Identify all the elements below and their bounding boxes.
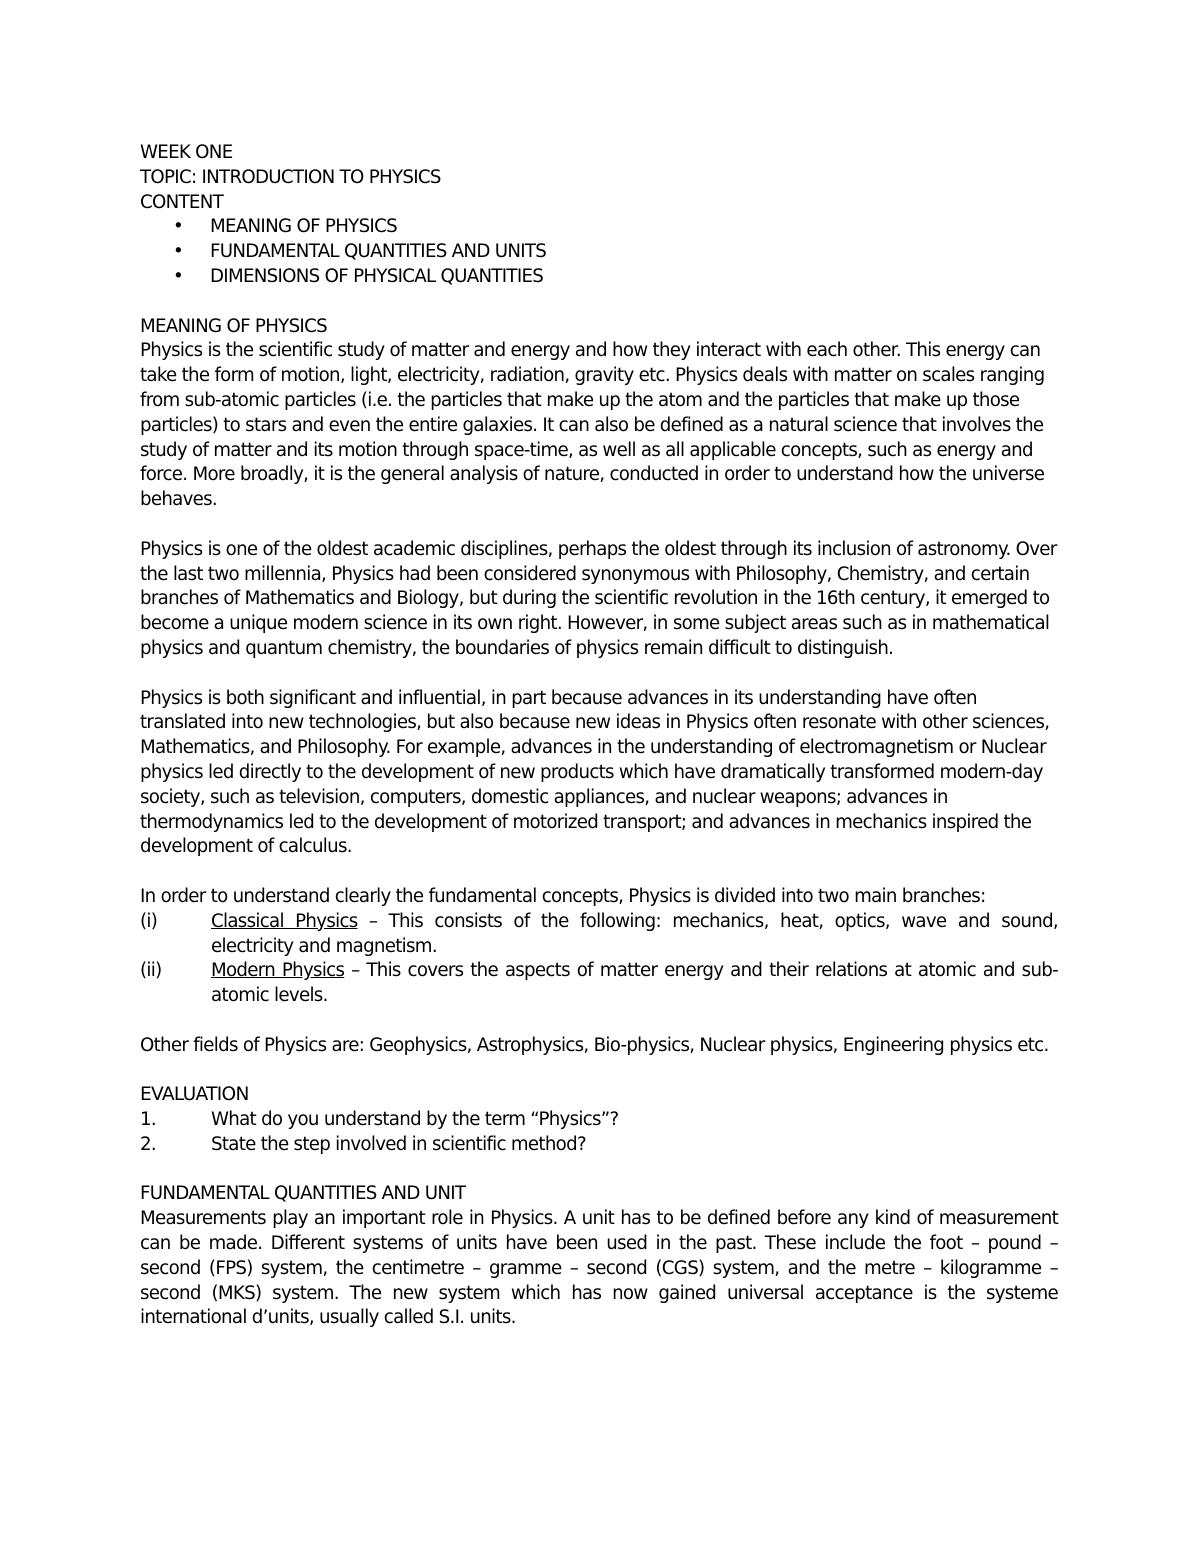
branch-number: (i) xyxy=(140,910,158,932)
meaning-heading: MEANING OF PHYSICS xyxy=(140,315,327,337)
meaning-paragraph-1: Physics is the scientific study of matter and energy and how they interact with each other. This energy can take the form of motion, light, electricity, radiation, gravity etc. Physics deals with matter on scales ranging from sub-atomic particles (i.e. the particles that make up the atom and the particles that make up those particles) to stars and even the entire galaxies. It can also be defined as a natural science that involves the study of matter and its motion through space-time, as well as all applicable concepts, such as energy and force. More broadly, it is the general analysis of nature, conducted in order to understand how the universe behaves. xyxy=(140,340,1045,511)
bullet-icon: • xyxy=(173,265,184,287)
fundamental-paragraph-1: Measurements play an important role in Physics. A unit has to be defined before any kind of measurement can be made. Different systems of units have been used in the past. These include the foot – pound – second (FPS) system, the centimetre – gramme – second (CGS) system, and the metre – kilogramme – second (MKS) system. The new system which has now gained universal acceptance is the systeme international d’units, usually called S.I. units. xyxy=(140,1208,1058,1329)
meaning-paragraph-2: Physics is one of the oldest academic disciplines, perhaps the oldest through its inclusion of astronomy. Over the last two millennia, Physics had been considered synonymous with Philosophy, Chemistry, and certain branches of Mathematics and Biology, but during the scientific revolution in the 16th century, it emerged to become a unique modern science in its own right. However, in some subject areas such as in mathematical physics and quantum chemistry, the boundaries of physics remain difficult to distinguish. xyxy=(140,538,1057,659)
branch-body xyxy=(211,910,1058,960)
list-item-text: MEANING OF PHYSICS xyxy=(210,216,397,238)
branch-body xyxy=(211,959,1058,1009)
week-label: WEEK ONE xyxy=(140,142,233,163)
branch-item-modern xyxy=(140,959,1058,1009)
evaluation-heading: EVALUATION xyxy=(140,1084,249,1106)
list-item-text: FUNDAMENTAL QUANTITIES AND UNITS xyxy=(210,241,547,263)
branch-item-classical xyxy=(140,910,1058,960)
content-list xyxy=(140,215,1058,289)
bullet-icon: • xyxy=(173,216,184,238)
list-item xyxy=(140,240,1058,265)
content-label: CONTENT xyxy=(140,191,224,213)
evaluation-text: State the step involved in scientific method? xyxy=(211,1133,586,1155)
other-fields: Other fields of Physics are: Geophysics, Astrophysics, Bio-physics, Nuclear physics, Engineering physics etc. xyxy=(140,1034,1049,1056)
branch-term: Modern Physics xyxy=(211,960,345,982)
branch-term: Classical Physics xyxy=(211,910,358,932)
list-item xyxy=(140,265,1058,290)
branches-intro: In order to understand clearly the fundamental concepts, Physics is divided into two main branches: xyxy=(140,885,986,907)
branch-desc: – This consists of the following: mechanics, heat, optics, wave and sound, electricity and magnetism. xyxy=(211,910,1058,957)
list-item xyxy=(140,215,1058,240)
evaluation-text: What do you understand by the term “Physics”? xyxy=(211,1109,619,1131)
evaluation-item xyxy=(140,1133,1058,1158)
evaluation-number: 1. xyxy=(140,1109,156,1131)
branch-desc: – This covers the aspects of matter energy and their relations at atomic and sub-atomic levels. xyxy=(211,960,1058,1007)
document-page xyxy=(140,141,1058,1331)
topic-title: TOPIC: INTRODUCTION TO PHYSICS xyxy=(140,166,441,188)
evaluation-number: 2. xyxy=(140,1133,156,1155)
evaluation-item xyxy=(140,1108,1058,1133)
meaning-paragraph-3: Physics is both significant and influential, in part because advances in its understanding have often translated into new technologies, but also because new ideas in Physics often resonate with other sciences, Mathematics, and Philosophy. For example, advances in the understanding of electromagnetism or Nuclear physics led directly to the development of new products which have dramatically transformed modern-day society, such as television, computers, domestic appliances, and nuclear weapons; advances in thermodynamics led to the development of motorized transport; and advances in mechanics inspired the development of calculus. xyxy=(140,687,1050,858)
branch-number: (ii) xyxy=(140,960,162,982)
fundamental-heading: FUNDAMENTAL QUANTITIES AND UNIT xyxy=(140,1183,466,1205)
bullet-icon: • xyxy=(173,241,184,263)
list-item-text: DIMENSIONS OF PHYSICAL QUANTITIES xyxy=(210,265,544,287)
